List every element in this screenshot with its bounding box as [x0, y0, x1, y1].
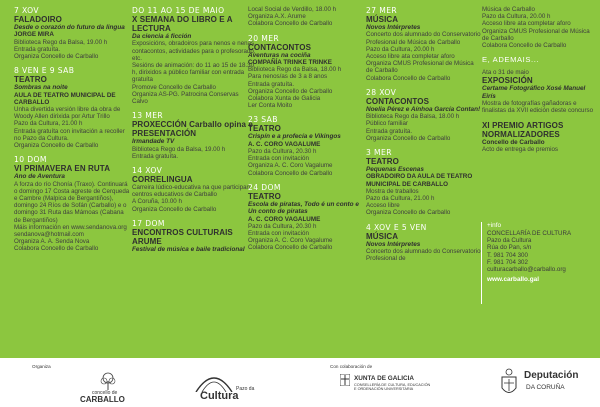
event-line: Acto de entrega de premios	[482, 145, 559, 153]
event-date: DO 11 AO 15 DE MAIO	[132, 6, 225, 15]
event-line: Organiza CMUS Profesional de Música de Carballo	[366, 60, 474, 75]
event	[366, 6, 482, 82]
event-line: Biblioteca Rego da Balsa, 19.00 h	[14, 38, 108, 46]
column-3	[248, 6, 368, 356]
event-line: Organiza AS-PG. Patrocina Conservas Calvo	[132, 90, 239, 106]
event-line: Acceso libre ata completar aforo	[366, 53, 455, 61]
event-date: 7 XOV	[14, 6, 39, 15]
event-line: Organiza Concello de Carballo	[248, 87, 333, 95]
event-line: Pazo da Cultura, 21.00 h	[14, 120, 83, 128]
event-line: Organiza A. C. Coro Vagalume	[248, 162, 333, 170]
event-line: Concerto dos alumnado do Conservatorio Profesional de Música de Carballo	[366, 31, 481, 46]
event-date: 23 SAB	[248, 115, 278, 125]
event-line: Ler Conta Moito	[248, 102, 293, 110]
info-line: Rúa do Pan, s/n	[487, 244, 532, 252]
info-line: F. 981 704 302	[487, 258, 528, 266]
event-line: Pazo da Cultura, 20.00 h	[482, 13, 551, 21]
concello-top: concello de	[92, 390, 118, 396]
concello-carballo-logo	[70, 372, 150, 406]
event-line: Entrada gratuíta.	[248, 80, 295, 88]
event-date: 13 MER	[132, 111, 164, 121]
event-line: Colabora Concello de Carballo	[248, 244, 333, 252]
event-line: Concello de Carballo	[482, 138, 545, 146]
xunta-name: XUNTA DE GALICIA	[354, 375, 414, 382]
organiza-label: Organiza	[32, 364, 51, 369]
event	[482, 69, 598, 114]
event-title: XI PREMIO ARTIGOS NORMALIZADORES	[482, 120, 564, 139]
pazo-cultura-logo	[192, 368, 272, 406]
info-line: CONCELLARÍA DE CULTURA	[487, 230, 572, 237]
event-line: Entrada gratuíta.	[14, 45, 61, 53]
colaboran-label: Con colaboración de	[330, 364, 373, 369]
event-date: 8 VEN E 9 SAB	[14, 66, 75, 76]
event-line: Biblioteca Rego da Balsa, 19.00 h	[132, 145, 226, 153]
info-box	[481, 222, 597, 304]
event-line: Colabora Concello de Carballo	[248, 20, 333, 28]
event-line: Colabora Xunta de Galicia	[248, 95, 321, 103]
event-line: Colabora Concello de Carballo	[14, 245, 99, 253]
event	[132, 166, 256, 213]
event-date: 3 MER	[366, 148, 392, 158]
website-link[interactable]: www.carballo.gal	[487, 276, 539, 284]
event-line: Organiza Concello de Carballo	[14, 53, 99, 61]
event-line: Organiza Concello de Carballo	[14, 142, 99, 150]
event-line: Colabora Concello de Carballo	[366, 74, 451, 82]
event-line: Entrada con invitación	[248, 230, 309, 238]
event-line: Biblioteca Rego da Balsa, 18.00 h	[248, 66, 342, 74]
event-line: Local Social de Verdillo, 18.00 h	[248, 6, 337, 13]
event	[248, 183, 368, 252]
event-title: TEATRO	[366, 157, 399, 167]
pazo-name: Cultura	[200, 390, 239, 402]
event-line: Acceso libre ata completar aforo	[482, 20, 571, 28]
event-line: AULA DE TEATRO MUNICIPAL DE CARBALLO	[14, 91, 116, 106]
section-heading: E, ADEMAIS...	[482, 55, 540, 65]
event-date: 27 MER	[366, 6, 398, 15]
event-date: 10 DOM	[14, 155, 47, 165]
event-title: TEATRO	[248, 124, 281, 134]
event-line: Mostra de traballos	[366, 187, 419, 195]
column-1	[14, 6, 130, 356]
tree-icon	[98, 372, 118, 390]
event-line: Pazo da Cultura, 20.00 h	[366, 45, 435, 53]
event	[14, 6, 130, 60]
event-date: 28 XOV	[366, 87, 397, 97]
event-subtitle: Desde o corazón do futuro da lingua	[14, 24, 125, 31]
event	[132, 111, 256, 160]
event-line: JORGE MIRA	[14, 31, 54, 39]
event	[132, 6, 256, 105]
deputacion-name: Deputación	[524, 370, 579, 381]
footer-logos	[0, 358, 600, 407]
event-line: Organiza Concello de Carballo	[366, 134, 451, 142]
event-subtitle: Certame Fotográfico Xosé Manuel Eirís	[482, 85, 586, 100]
column-2	[132, 6, 256, 356]
event-line: sendanova@hotmail.com	[14, 231, 84, 239]
event-line: Música de Carballo	[482, 6, 535, 13]
event-date: 20 MER	[248, 33, 280, 43]
event-subtitle: Novos Intérpretes	[366, 24, 421, 31]
event-line: Entrada gratuíta con invitación a recoller no Pazo da Cultura.	[14, 127, 125, 142]
event-subtitle: Irmandade TV	[132, 138, 175, 146]
event-line: OBRADOIRO DA AULA DE TEATRO MUNICIPAL DE CARBALLO	[366, 173, 473, 188]
event-subtitle: Crispín e a profecía e Vikingos	[248, 133, 341, 141]
event-title: EXPOSICIÓN	[482, 76, 533, 86]
event-title: CONTACONTOS	[366, 96, 430, 106]
info-line: Pazo da Cultura	[487, 237, 532, 245]
event-title: MÚSICA	[366, 15, 399, 24]
cross-flag-icon	[340, 374, 350, 386]
column-4	[366, 6, 482, 356]
event-line: Sesións de animación: do 11 ao 15 de 18.30 h, dirixidos a público familiar con entrada gratuíta	[132, 62, 255, 84]
event-line: Colabora Concello de Carballo	[248, 169, 333, 177]
event-continued	[482, 6, 598, 49]
event-line: Ata o 31 de maio	[482, 69, 529, 77]
event-title: TEATRO	[14, 75, 47, 85]
event-line: Pazo da Cultura, 20.30 h	[248, 222, 317, 230]
event-line: Organiza Concello de Carballo	[366, 209, 451, 217]
event-line: Mostra de fotografías gañadoras e finalistas da XVII edición deste concurso	[482, 100, 594, 115]
pazo-small: Pazo da	[236, 386, 255, 392]
event-subtitle: Aventuras na cociña	[248, 51, 311, 59]
event	[14, 155, 130, 252]
event	[366, 148, 482, 217]
email-link[interactable]: culturacarballo@carballo.org	[487, 266, 566, 274]
event-date: 24 DOM	[248, 182, 281, 192]
event-line: A. C. CORO VAGALUME	[248, 140, 321, 148]
event-date: 4 XOV E 5 VEN	[366, 222, 427, 232]
event	[132, 219, 256, 253]
xunta-sub2: E ORDENACIÓN UNIVERSITARIA	[354, 387, 414, 391]
event-line: Pazo da Cultura, 20.30 h	[248, 148, 317, 156]
event-title: PROXECCIÓN Carballo opina e PRESENTACIÓN	[132, 120, 253, 139]
event-line: Exposicións, obradoiros para nenos e nenas, contacontos, actividades para o profesorado, etc.	[132, 40, 256, 62]
arch-icon	[194, 370, 234, 392]
event-line: Concerto dos alumnado do Conservatorio Profesional de	[366, 248, 481, 263]
event-line: COMPAÑÍA TRINKE TRINKE	[248, 59, 332, 67]
coat-of-arms-icon	[500, 368, 518, 398]
event-line: Público familiar	[366, 120, 408, 128]
event-subtitle: Festival de música e baile tradicional	[132, 245, 245, 253]
event-line: Acceso libre	[366, 202, 400, 210]
event-title: VI PRIMAVERA EN RUTA	[14, 164, 111, 174]
event-title: TEATRO	[248, 191, 281, 201]
event	[366, 88, 482, 142]
concello-name: CARBALLO	[80, 395, 125, 404]
event-line: Pazo da Cultura, 21.00 h	[366, 195, 435, 203]
event-title: FALADOIRO	[14, 15, 63, 24]
info-line: T. 981 704 300	[487, 251, 528, 259]
event-title: MÚSICA	[366, 231, 399, 241]
event-line: A forza do río Chonía (Traxo). Continuará o domingo 17 Costa agreste de Cerqueda e Cambre (Malpica de Bergantiños), domingo 24 Ríos de Sofán (Carballo) e o domingo 31 Ruta das Mámoas (Cabana de Bergantiños)	[14, 180, 130, 224]
event-line: Organiza A. C. Coro Vagalume	[248, 237, 333, 245]
event-line: Para nenos/as de 3 a 8 anos	[248, 73, 328, 81]
event-line: Máis información en www.sendanova.org	[14, 223, 127, 231]
event-title: CONTACONTOS	[248, 42, 312, 52]
event-title: ENCONTROS CULTURAIS ARUME	[132, 227, 233, 246]
event-line: Organiza A.X. Arume	[248, 13, 306, 21]
event-line: Entrada gratuíta.	[132, 152, 179, 160]
event-line: Entrada con invitación	[248, 155, 309, 163]
event-line: Unha divertida versión libre da obra de Woody Allen dirixida por Artur Trillo	[14, 106, 121, 121]
event-title: CORRELINGUA	[132, 175, 193, 185]
event-line: A Coruña, 10.00 h	[132, 198, 182, 206]
event-line: Biblioteca Rego da Balsa, 18.00 h	[366, 113, 460, 121]
event	[366, 223, 482, 263]
xunta-sub1: CONSELLERÍA DE CULTURA, EDUCACIÓN	[354, 383, 431, 387]
event-line: A. C. CORO VAGALUME	[248, 215, 321, 223]
deputacion-sub: DA CORUÑA	[526, 384, 565, 391]
event-line: Colabora Concello de Carballo	[482, 42, 567, 50]
event-line: Organiza CMUS Profesional de Música de Carballo	[482, 27, 590, 42]
info-heading: +info	[487, 222, 502, 229]
event	[248, 34, 368, 110]
event-line: Entrada gratuíta.	[366, 127, 413, 135]
event-line: Carreira lúdico-educativa na que participan centros educativos de Carballo	[132, 184, 250, 199]
event-continued	[248, 6, 368, 28]
event-line: Organiza Concello de Carballo	[132, 205, 217, 213]
event-subtitle: Pequenas Escenas	[366, 166, 424, 174]
event-subtitle: Sombras na noite	[14, 84, 68, 92]
event-subtitle: Da ciencia á ficción	[132, 33, 192, 40]
event-date: 14 XOV	[132, 166, 163, 176]
event-subtitle: Noelia Pérez e Aínhoa García Contan!	[366, 105, 481, 113]
event-date: 17 DOM	[132, 218, 165, 228]
event	[248, 115, 368, 176]
xunta-galicia-logo	[340, 372, 470, 402]
event-line: Organiza A. A. Senda Nova	[14, 238, 90, 246]
event	[14, 66, 130, 149]
event-line: Promove Concello de Carballo	[132, 83, 216, 91]
event-title: X SEMANA DO LIBRO E A LECTURA	[132, 15, 233, 33]
event-subtitle: Escola de piratas, Todo é un conto e Un conto de piratas	[248, 200, 359, 216]
event-subtitle: Novos Intérpretes	[366, 240, 421, 248]
event-subtitle: Ano de Aventura	[14, 173, 65, 181]
event	[482, 121, 598, 153]
